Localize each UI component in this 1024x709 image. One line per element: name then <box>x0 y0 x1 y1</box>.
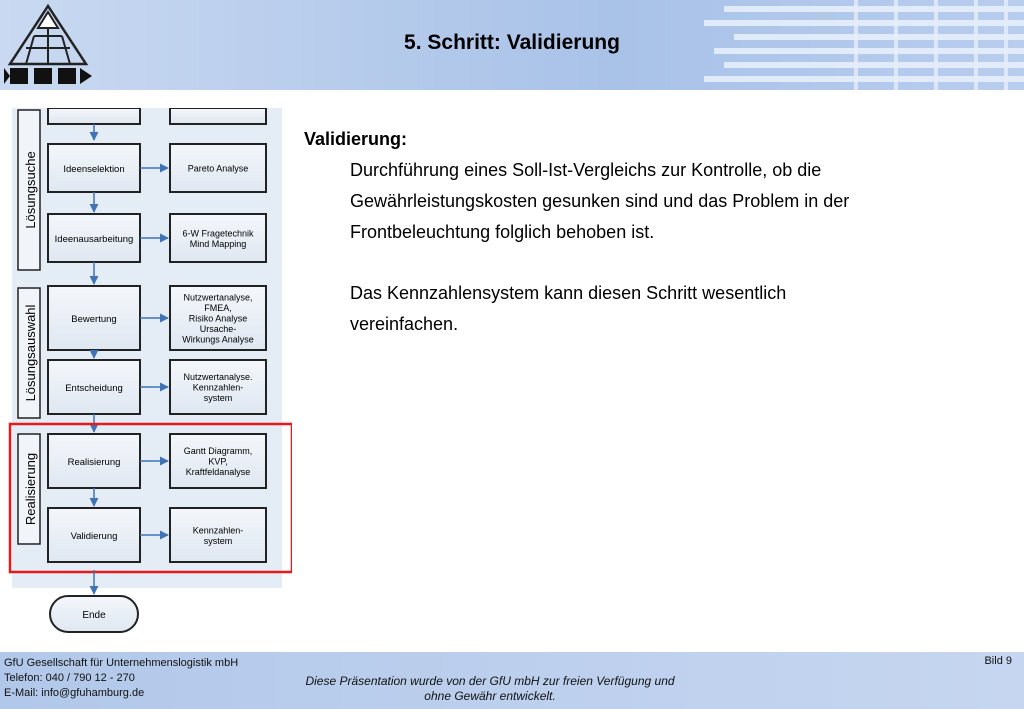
header-bar <box>0 0 1024 90</box>
paragraph-kennzahlen <box>304 278 1004 340</box>
flow-step-2 <box>48 214 140 262</box>
flow-box-top-right <box>170 108 266 124</box>
flow-step-5 <box>48 434 140 488</box>
text-line: vereinfachen. <box>350 314 459 334</box>
company-info <box>4 656 238 701</box>
method-box-3 <box>170 286 266 350</box>
phase-bar-loesungsauswahl <box>18 288 40 418</box>
method-box-1 <box>170 144 266 192</box>
method-box-6 <box>170 508 266 562</box>
method-label: Gantt Diagramm, <box>183 446 253 456</box>
paragraph-description <box>304 155 1004 248</box>
method-label: Wirkungs Analyse <box>182 334 254 345</box>
page-title: 5. Schritt: Validierung <box>404 31 620 54</box>
flow-step-label: Ideenselektion <box>63 164 125 175</box>
process-flowchart <box>8 108 292 648</box>
method-box-5 <box>170 434 266 488</box>
gfu-logo <box>4 2 96 88</box>
phase-label-loesungsauswahl: Lösungsauswahl <box>23 304 38 402</box>
company-email[interactable]: E-Mail: info@gfuhamburg.de <box>4 687 145 699</box>
method-label: Risiko Analyse <box>188 313 248 324</box>
end-terminator <box>50 596 138 632</box>
content-area <box>304 124 1004 340</box>
header-stripes <box>694 0 1024 90</box>
company-phone: Telefon: 040 / 790 12 - 270 <box>4 672 135 684</box>
flow-step-label: Realisierung <box>67 457 121 468</box>
flow-box-top-left <box>48 108 140 124</box>
method-label: Pareto Analyse <box>187 163 249 174</box>
method-label: Ursache- <box>199 324 237 334</box>
text-line: Frontbeleuchtung folglich behoben ist. <box>350 222 655 242</box>
phase-label-loesungsuche: Lösungsuche <box>23 151 38 229</box>
disclaimer: Diese Präsentation wurde von der GfU mbH zur freien Verfügung und ohne Gewähr entwickelt. <box>305 674 675 703</box>
text-line: Gewährleistungskosten gesunken sind und das Problem in der <box>350 191 850 211</box>
method-label: 6-W Fragetechnik <box>182 228 254 239</box>
method-label: Nutzwertanalyse, <box>183 292 253 303</box>
method-label: Kennzahlen- <box>192 525 244 536</box>
method-label: Mind Mapping <box>189 238 247 249</box>
content-heading: Validierung: <box>304 129 408 149</box>
method-box-2 <box>170 214 266 262</box>
method-box-4 <box>170 360 266 414</box>
method-label: system <box>203 393 233 403</box>
flow-step-label: Bewertung <box>71 314 117 325</box>
flow-step-4 <box>48 360 140 414</box>
flow-step-3 <box>48 286 140 350</box>
company-name: GfU Gesellschaft für Unternehmenslogistik mbH <box>4 657 239 669</box>
end-label: Ende <box>82 610 106 621</box>
phase-bar-realisierung <box>18 434 40 544</box>
method-label: KVP, <box>208 456 228 467</box>
method-label: Nutzwertanalyse. <box>183 372 253 382</box>
flow-step-label: Validierung <box>70 531 118 542</box>
flow-step-label: Entscheidung <box>65 383 123 394</box>
footer-bar <box>0 652 1024 709</box>
method-label: Kraftfeldanalyse <box>185 467 251 477</box>
flow-step-label: Ideenausarbeitung <box>54 234 134 245</box>
phase-bar-loesungsuche <box>18 110 40 270</box>
flow-step-1 <box>48 144 140 192</box>
page-number: Bild 9 <box>984 655 1012 667</box>
phase-label-realisierung: Realisierung <box>23 452 38 526</box>
method-label: FMEA, <box>204 303 232 313</box>
method-label: system <box>203 535 233 546</box>
text-line: Durchführung eines Soll-Ist-Vergleichs zur Kontrolle, ob die <box>350 160 822 180</box>
text-line: Das Kennzahlensystem kann diesen Schritt wesentlich <box>350 283 787 303</box>
flow-step-6 <box>48 508 140 562</box>
method-label: Kennzahlen- <box>192 382 244 393</box>
